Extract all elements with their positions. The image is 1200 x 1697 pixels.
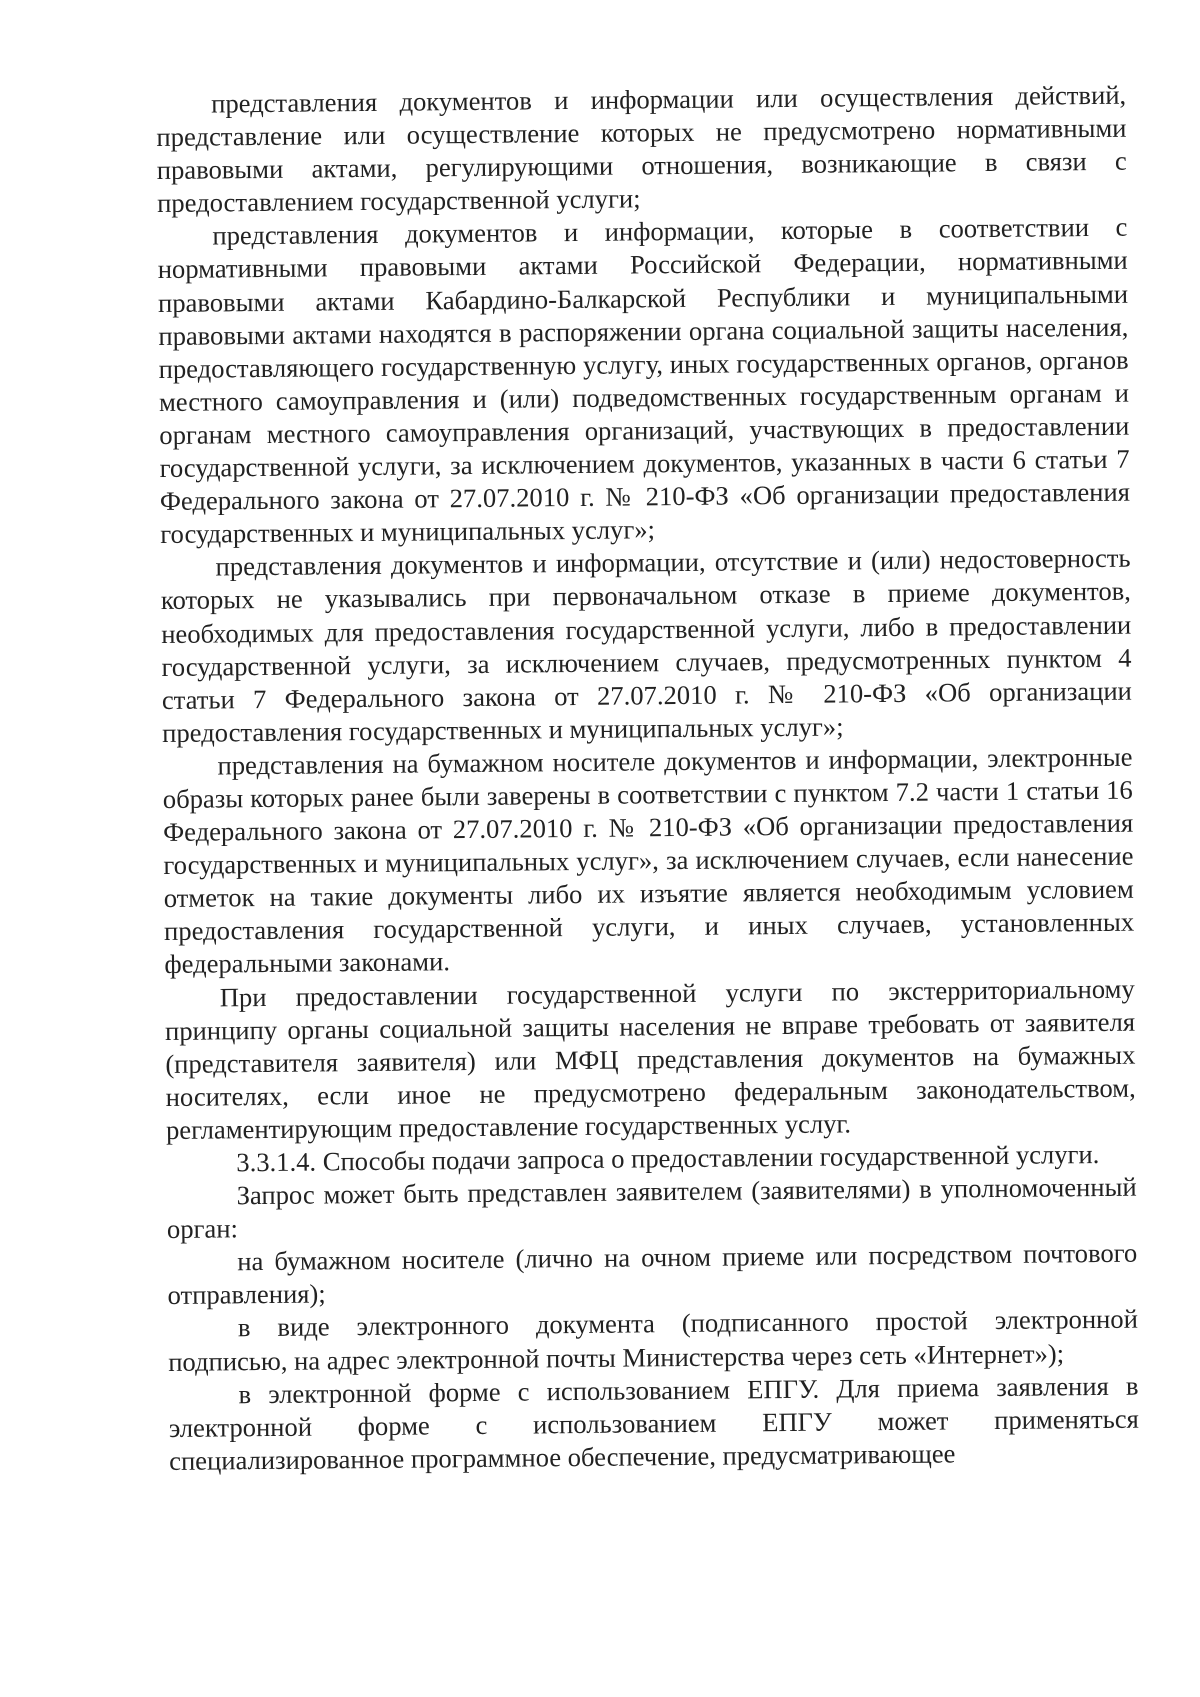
paragraph-5: При предоставлении государственной услуги по экстерриториальному принципу органы социальной защиты населения не вправе требовать от заявителя (представителя заявителя) или МФЦ представления документов на бумажных носителях, если иное не предусмотрено федеральным законодательством, регламентирующим предоставление государственных услуг. xyxy=(164,973,1136,1145)
list-item-epgu: в электронной форме с использованием ЕПГУ. Для приема заявления в электронной форме с использованием ЕПГУ может применяться специализированное программное обеспечение, предусматривающее xyxy=(168,1370,1139,1476)
paragraph-7: Запрос может быть представлен заявителем (заявителями) в уполномоченный орган: xyxy=(166,1171,1137,1245)
list-item-electronic-document: в виде электронного документа (подписанного простой электронной подписью, на адрес электронной почты Министерства через сеть «Интернет»); xyxy=(168,1304,1139,1377)
section-heading-3-3-1-4: 3.3.1.4. Способы подачи запроса о предоставлении государственной услуги. xyxy=(236,1138,1100,1178)
paragraph-2: представления документов и информации, которые в соответствии с нормативными правовыми актами Российской Федерации, нормативными правовыми актами Кабардино-Балкарской Республики и муниципальными правовыми актами находятся в распоряжении органа социальной защиты населения, предоставляющего государственную услугу, иных государственных органов, органов местного самоуправления и (или) подведомственных государственным органам и органам местного самоуправления организаций, участвующих в предоставлении государственной услуги, за исключением документов, указанных в части 6 статьи 7 Федерального закона от 27.07.2010 г. № 210-ФЗ «Об организации предоставления государственных и муниципальных услуг»; xyxy=(157,212,1131,550)
list-item-paper: на бумажном носителе (лично на очном приеме или посредством почтового отправления); xyxy=(167,1237,1138,1311)
paragraph-3: представления документов и информации, отсутствие и (или) недостоверность которых не указывались при первоначальном отказе в приеме документов, необходимых для предоставления государственной услуги, либо в предоставлении государственной услуги, за исключением случаев, предусмотренных пунктом 4 статьи 7 Федерального закона от 27.07.2010 г. № 210-ФЗ «Об организации предоставления государственных и муниципальных услуг»; xyxy=(160,542,1132,748)
document-body xyxy=(156,79,1139,1478)
paragraph-4: представления на бумажном носителе документов и информации, электронные образы которых ранее были заверены в соответствии с пунктом 7.2 части 1 статьи 16 Федерального закона от 27.07.2010 г. № 210-ФЗ «Об организации предоставления государственных и муниципальных услуг», за исключением случаев, если нанесение отметок на такие документы либо их изъятие является необходимым условием предоставления государственной услуги, и иных случаев, установленных федеральными законами. xyxy=(162,741,1135,980)
paragraph-1: представления документов и информации или осуществления действий, представление или осуществление которых не предусмотрено нормативными правовыми актами, регулирующими отношения, возникающие в связи с предоставлением государственной услуги; xyxy=(156,79,1127,219)
